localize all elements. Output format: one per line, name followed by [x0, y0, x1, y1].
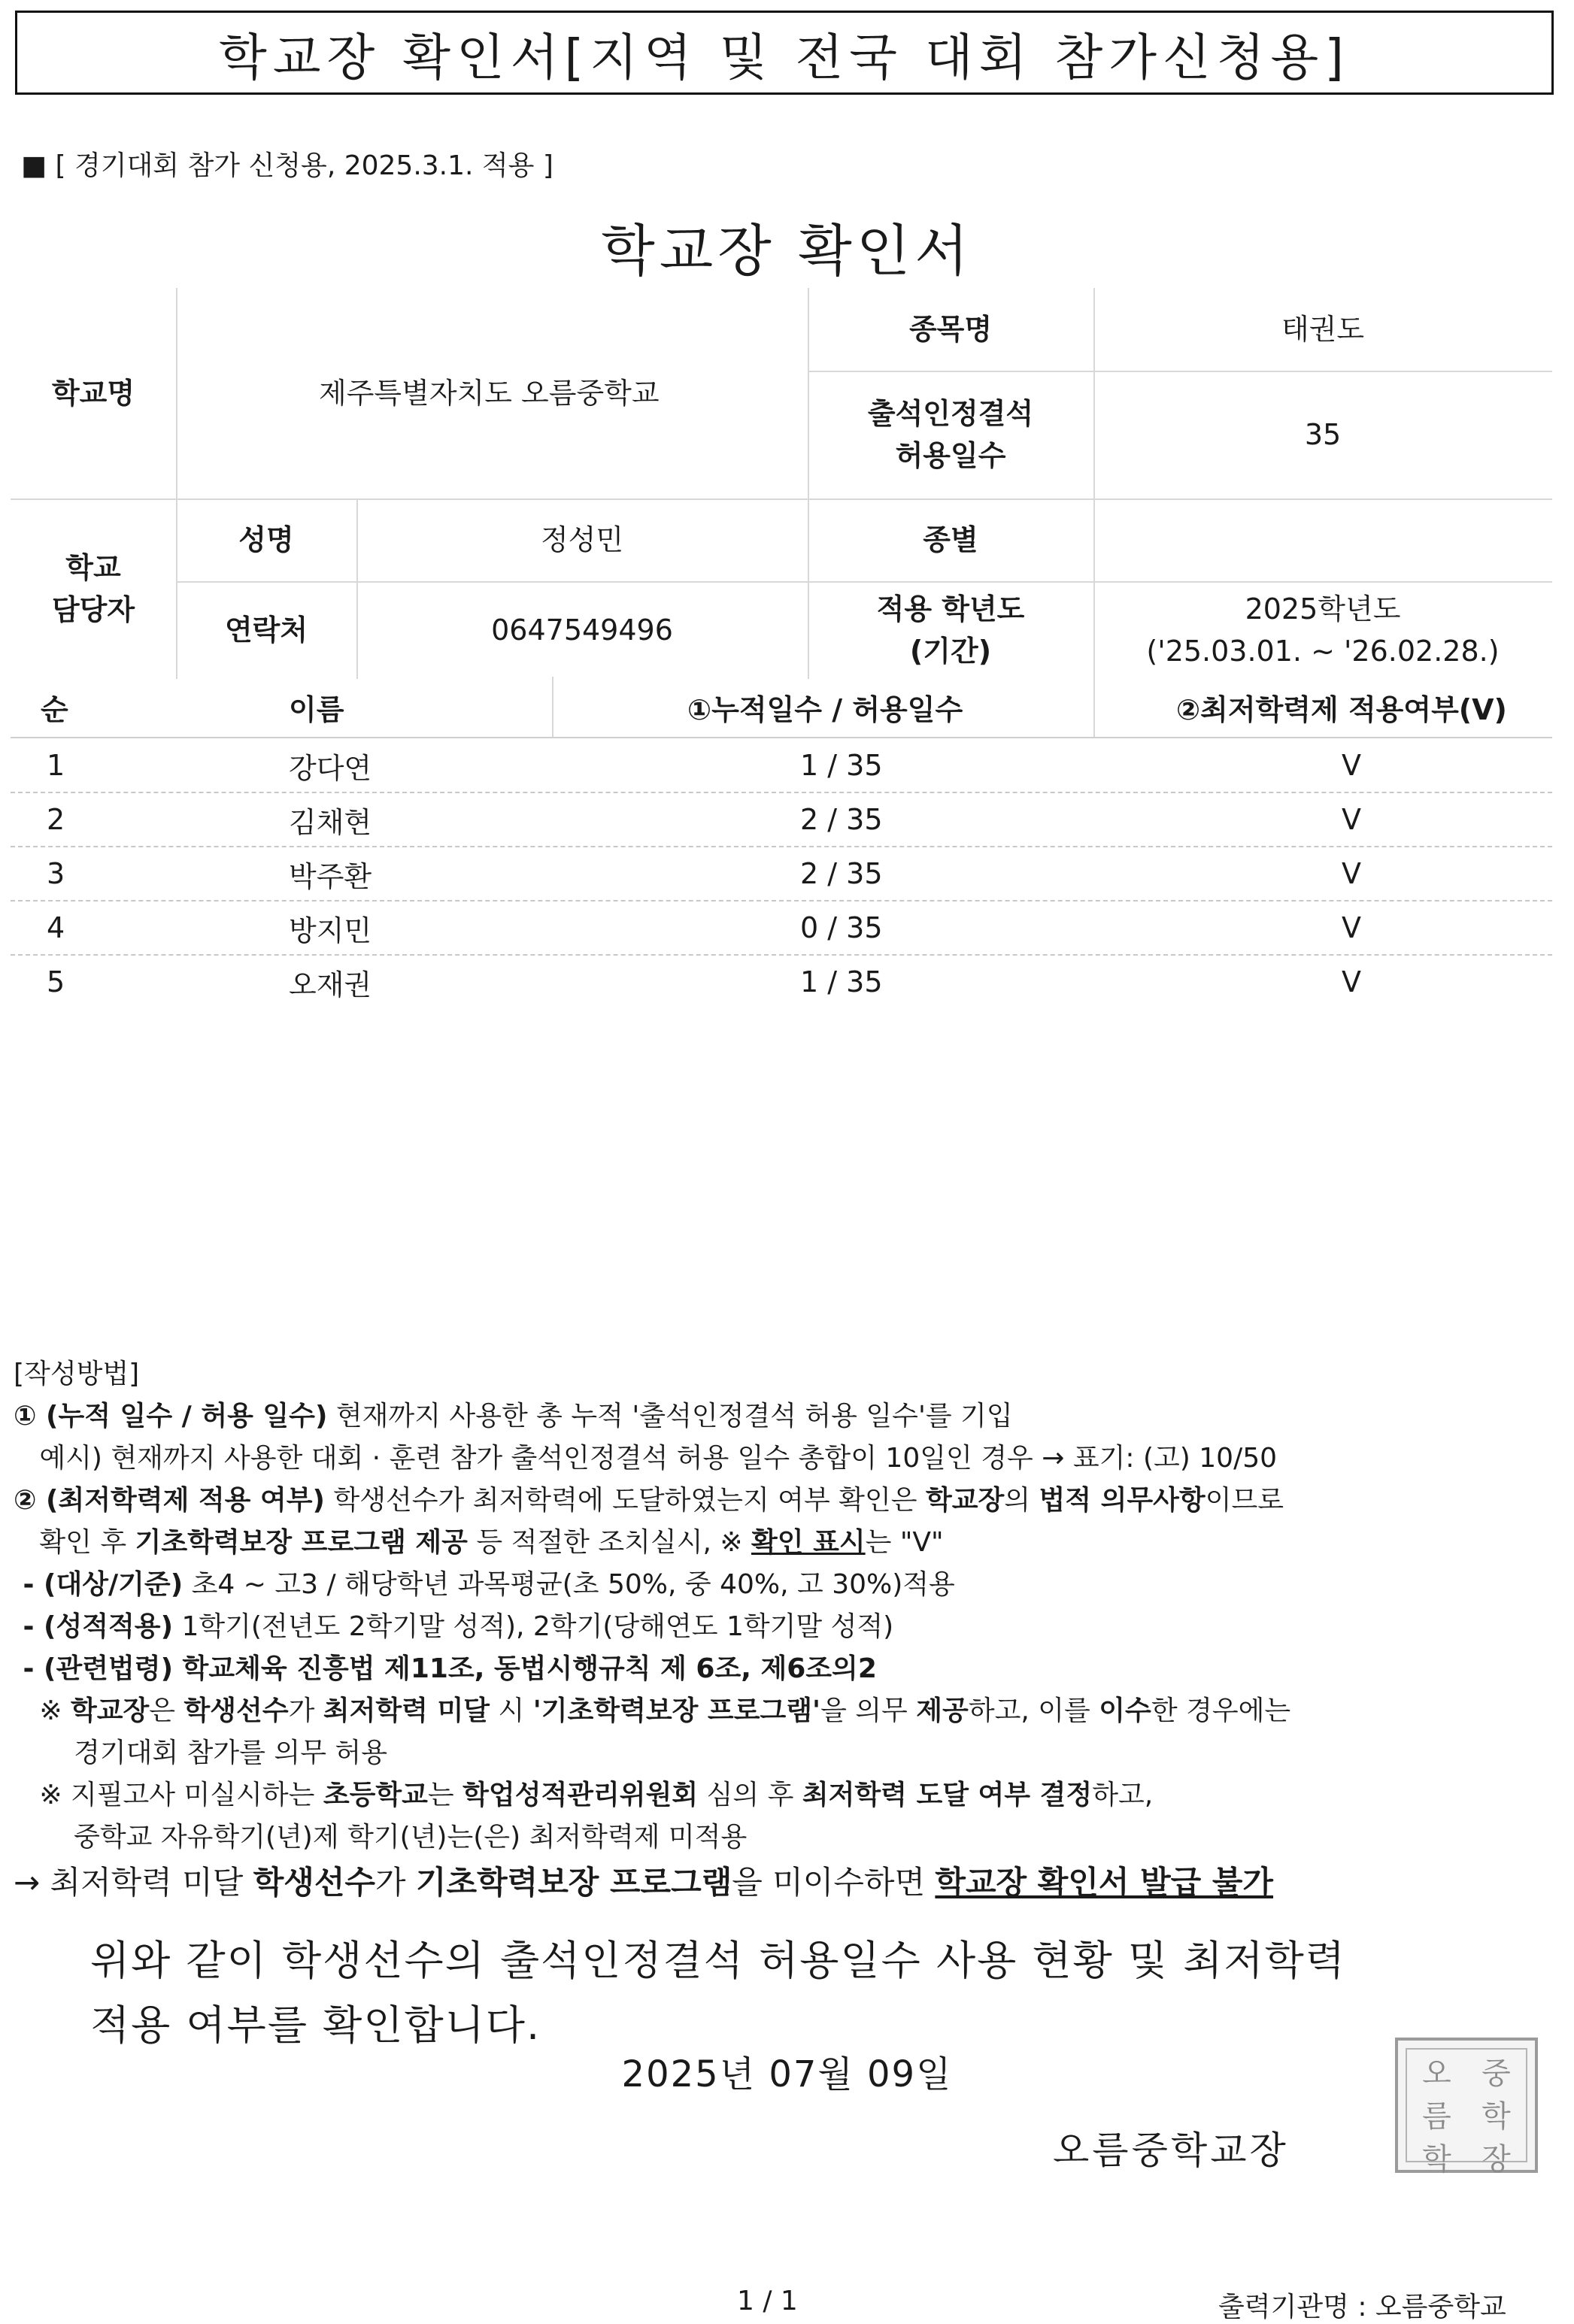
instruction-bold: 학업성적관리위원회 [462, 1780, 699, 1810]
instruction-text: 이므로 [1205, 1485, 1284, 1516]
row-minimum: V [1342, 965, 1361, 998]
instruction-line [14, 1522, 1555, 1564]
school-year-value-line1: 2025학년도 [1245, 592, 1401, 626]
seal-char: 름 [1422, 2099, 1451, 2134]
instruction-bold: 최저학력 미달 [323, 1695, 490, 1726]
confirmation-line2: 적용 여부를 확인합니다. [90, 2001, 541, 2049]
instruction-line: 예시) 현재까지 사용한 대회 · 훈련 참가 출석인정결석 허용 일수 총합이 10일인 경우 → 표기: (고) 10/50 [14, 1443, 1278, 1474]
instruction-text: 는 "V" [865, 1527, 944, 1558]
row-no: 5 [47, 965, 65, 998]
instructions-title: [작성방법] [14, 1359, 140, 1389]
instruction-line [14, 1395, 1555, 1438]
instruction-bold: 이수 [1099, 1695, 1151, 1726]
school-year-label-line1: 적용 학년도 [876, 592, 1025, 626]
instruction-bold: - (성적적용) [14, 1611, 174, 1642]
header-no: 순 [41, 692, 68, 726]
seal-char: 오 [1422, 2056, 1451, 2091]
instruction-text: 가 [288, 1695, 323, 1726]
row-name: 김채현 [289, 805, 372, 839]
instruction-bold: 법적 의무사항 [1039, 1485, 1206, 1516]
instruction-text: ※ 지필고사 미실시하는 [14, 1780, 323, 1810]
table-row [11, 739, 1552, 793]
instruction-bold: - (대상/기준) [14, 1569, 183, 1600]
row-name: 오재권 [289, 968, 372, 1001]
school-info-section [11, 288, 1552, 679]
grid-line [808, 371, 1552, 372]
seal-char: 장 [1482, 2142, 1511, 2177]
grid-line [808, 288, 809, 679]
principal-signature: 오름중학교장 [1053, 2129, 1289, 2172]
table-row [11, 793, 1552, 847]
row-minimum: V [1342, 803, 1361, 836]
confirmation-line1: 위와 같이 학생선수의 출석인정결석 허용일수 사용 현황 및 최저학력 [90, 1937, 1346, 1984]
issue-date: 2025년 07월 09일 [621, 2053, 953, 2095]
instruction-text: 학생선수가 최저학력에 도달하였는지 여부 확인은 [324, 1485, 926, 1516]
header-name: 이름 [289, 692, 344, 726]
instruction-text: 은 [149, 1695, 184, 1726]
row-no: 2 [47, 803, 65, 836]
grid-line [176, 581, 1552, 583]
instruction-text: 하고, 이를 [968, 1695, 1099, 1726]
confirmation-statement [90, 1929, 1346, 2058]
instruction-bold: 초등학교 [323, 1780, 428, 1810]
instruction-text: 현재까지 사용한 총 누적 '출석인정결석 허용 일수'를 기입 [327, 1401, 1013, 1432]
allowed-days-value: 35 [1304, 418, 1342, 451]
allowed-days-label-line2: 허용일수 [895, 439, 1006, 472]
instruction-line [14, 1480, 1555, 1522]
seal-grid [1406, 2048, 1527, 2177]
page-number: 1 / 1 [737, 2286, 798, 2316]
header-minimum: ②최저학력제 적용여부(V) [1176, 692, 1507, 726]
seal-char: 학 [1482, 2099, 1511, 2134]
output-organization: 출력기관명 : 오름중학교 [1218, 2292, 1506, 2322]
header-days: ①누적일수 / 허용일수 [687, 692, 963, 726]
sport-value: 태권도 [1281, 313, 1365, 346]
instruction-text: 확인 후 [14, 1527, 135, 1558]
manager-label-line2: 담당자 [51, 593, 135, 626]
instruction-bold: 기초학력보장 프로그램 제공 [135, 1527, 468, 1558]
instruction-text: 시 [490, 1695, 533, 1726]
instruction-text: 하고, [1092, 1780, 1154, 1810]
seal-char: 중 [1482, 2056, 1511, 2091]
row-days: 1 / 35 [800, 965, 883, 998]
row-no: 4 [47, 911, 65, 944]
row-days: 2 / 35 [800, 803, 883, 836]
school-seal-stamp [1395, 2038, 1538, 2177]
school-year-label [808, 581, 1093, 679]
table-row [11, 956, 1552, 1008]
instruction-text: 1학기(전년도 2학기말 성적), 2학기(당해연도 1학기말 성적) [173, 1611, 894, 1642]
instruction-text: 의 [1004, 1485, 1039, 1516]
grid-line [1093, 288, 1095, 679]
instruction-bold: 학생선수 [253, 1864, 375, 1901]
gender-value [1093, 498, 1552, 581]
row-minimum: V [1342, 857, 1361, 890]
student-table-header [11, 677, 1552, 738]
manager-label-line1: 학교 [65, 551, 121, 584]
row-name: 박주환 [289, 859, 372, 893]
instruction-line [14, 1690, 1555, 1732]
grid-line [552, 677, 553, 737]
school-year-value [1093, 581, 1552, 679]
instruction-text: 심의 후 [698, 1780, 802, 1810]
instruction-line: 중학교 자유학기(년)제 학기(년)는(은) 최저학력제 미적용 [14, 1822, 748, 1853]
instruction-bold: 학교장 [925, 1485, 1005, 1516]
instruction-bold: 최저학력 도달 여부 결정 [802, 1780, 1093, 1810]
instruction-line [14, 1774, 1555, 1816]
instruction-bold: 기초학력보장 프로그램 [415, 1864, 732, 1901]
writing-instructions [14, 1353, 1555, 1907]
instruction-line [14, 1859, 1555, 1907]
seal-char: 학 [1422, 2142, 1451, 2177]
grid-line [1093, 677, 1095, 737]
gender-label: 종별 [923, 523, 978, 556]
row-name: 방지민 [289, 914, 372, 947]
instruction-line: 경기대회 참가를 의무 허용 [14, 1738, 387, 1768]
instruction-text: 가 [375, 1864, 416, 1901]
instruction-text: 을 의무 [820, 1695, 917, 1726]
instruction-line [14, 1606, 1555, 1648]
row-days: 1 / 35 [800, 749, 883, 782]
contact-value: 0647549496 [491, 614, 673, 647]
instruction-line [14, 1564, 1555, 1606]
instruction-bold: - (관련법령) 학교체육 진흥법 제11조, 동법시행규칙 제 6조, 제6조의2 [14, 1653, 877, 1684]
instruction-bold: 학생선수 [183, 1695, 289, 1726]
document-title: 학교장 확인서 [601, 219, 973, 283]
form-title: 학교장 확인서[지역 및 전국 대회 참가신청용] [15, 11, 1554, 95]
school-name-value: 제주특별자치도 오름중학교 [319, 377, 660, 410]
sport-label: 종목명 [908, 313, 993, 346]
contact-label: 연락처 [224, 614, 308, 647]
manager-label [11, 498, 176, 679]
school-year-label-line2: (기간) [909, 635, 992, 668]
school-name-label: 학교명 [51, 377, 135, 410]
allowed-days-label-line1: 출석인정결석 [867, 397, 1034, 430]
instruction-underlined: 확인 표시 [751, 1527, 866, 1558]
row-days: 2 / 35 [800, 857, 883, 890]
grid-line [11, 498, 1552, 500]
grid-line [176, 288, 177, 679]
row-days: 0 / 35 [800, 911, 883, 944]
row-minimum: V [1342, 749, 1361, 782]
instruction-bold: 제공 [916, 1695, 969, 1726]
instruction-text: 을 미이수하면 [732, 1864, 936, 1901]
instruction-text: 등 적절한 조치실시, ※ [467, 1527, 751, 1558]
table-row [11, 847, 1552, 901]
manager-name-value: 정성민 [540, 523, 624, 556]
instruction-line [14, 1648, 1555, 1690]
manager-name-label: 성명 [238, 523, 294, 556]
row-no: 3 [47, 857, 65, 890]
instruction-bold: '기초학력보장 프로그램' [532, 1695, 821, 1726]
allowed-days-label [808, 371, 1093, 498]
instruction-underlined: 학교장 확인서 발급 불가 [935, 1864, 1273, 1901]
row-name: 강다연 [289, 751, 372, 785]
instruction-text: 는 [427, 1780, 463, 1810]
instruction-text: ※ [14, 1695, 71, 1726]
row-no: 1 [47, 749, 65, 782]
instruction-bold: 학교장 [70, 1695, 150, 1726]
grid-line [356, 498, 358, 679]
instruction-text: 초4 ~ 고3 / 해당학년 과목평균(초 50%, 중 40%, 고 30%)적용 [183, 1569, 955, 1600]
instruction-text: → 최저학력 미달 [14, 1864, 253, 1901]
school-year-value-line2: ('25.03.01. ~ '26.02.28.) [1146, 635, 1500, 668]
table-row [11, 901, 1552, 956]
instruction-bold: ② (최저학력제 적용 여부) [14, 1485, 325, 1516]
application-note: ■ [ 경기대회 참가 신청용, 2025.3.1. 적용 ] [21, 150, 553, 181]
row-minimum: V [1342, 911, 1361, 944]
instruction-text: 한 경우에는 [1151, 1695, 1291, 1726]
instruction-bold: ① (누적 일수 / 허용 일수) [14, 1401, 328, 1432]
